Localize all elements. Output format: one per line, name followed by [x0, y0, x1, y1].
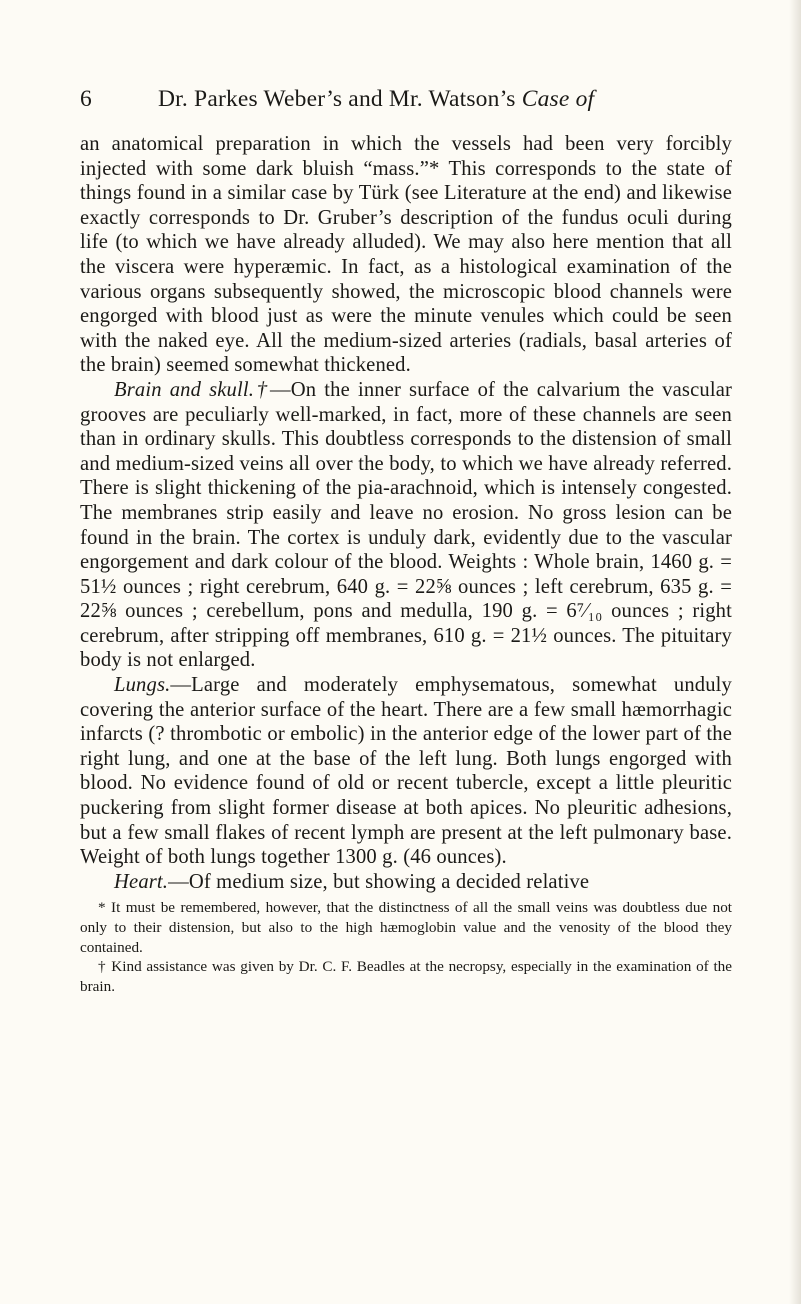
running-title-text: Dr. Parkes Weber’s and Mr. Watson’s [158, 86, 516, 112]
paragraph-lungs [80, 673, 732, 870]
book-page [80, 86, 732, 996]
footnote-text: Kind assistance was given by Dr. C. F. Beadles at the necropsy, especially in the examination of the brain. [80, 958, 733, 995]
paragraph-brain-and-skull [80, 378, 732, 673]
footnote-text: It must be remembered, however, that the distinctness of all the small veins was doubtless due not only to their distension, but also to the high hæmoglobin value and the venosity of the blood they contained. [80, 899, 733, 956]
running-head [80, 86, 732, 120]
page-number: 6 [80, 86, 92, 112]
footnote-mark: † [98, 958, 107, 976]
section-heading-brain: Brain and skull.† [114, 378, 271, 401]
footnote-dagger [80, 957, 732, 996]
paragraph-text: —On the inner surface of the calvarium the vascular grooves are peculiarly well-marked, in fact, more of these channels are seen than in ordinary skulls. This doubtless corresponds to the distension of small and medium-sized veins all over the body, to which we have already referred. There is slight thickening of the pia-arachnoid, which is intensely congested. The membranes strip easily and leave no erosion. No gross lesion can be found in the brain. The cortex is unduly dark, evidently due to the vascular engorgement and dark colour of the blood. Weights : Whole brain, 1460 g. = 51½ ounces ; right cerebrum, 640 g. = 22⅝ ounces ; left cerebrum, 635 g. = 22⅝ ounces ; cerebellum, pons and medulla, 190 g. = 6⁷⁄₁₀ ounces ; right cerebrum, after stripping off membranes, 610 g. = 21½ ounces. The pituitary body is not enlarged. [80, 378, 732, 672]
paragraph-vessels [80, 132, 732, 378]
paragraph-text: —Of medium size, but showing a decided relative [168, 870, 590, 893]
paragraph-heart [80, 870, 732, 895]
paragraph-text: an anatomical preparation in which the vessels had been very forcibly injected with some dark bluish “mass.”* This corresponds to the state of things found in a similar case by Türk (see Literature at the end) and likewise exactly corresponds to Dr. Gruber’s description of the fundus oculi during life (to which we have already alluded). We may also here mention that all the viscera were hyperæmic. In fact, as a histological examination of the various organs subsequently showed, the microscopic blood channels were engorged with blood just as were the minute venules which could be seen with the naked eye. All the medium-sized arteries (radials, basal arteries of the brain) seemed somewhat thickened. [80, 133, 732, 377]
running-title-italic: Case of [521, 86, 595, 112]
footnote-asterisk [80, 898, 732, 957]
footnote-mark: * [98, 899, 106, 917]
section-heading-heart: Heart. [114, 870, 169, 893]
page-edge-shadow [789, 0, 801, 1304]
running-title [158, 86, 594, 113]
paragraph-text: —Large and moderately emphysematous, somewhat unduly covering the anterior surface of the heart. There are a few small hæmorrhagic infarcts (? thrombotic or embolic) in the anterior edge of the lower part of the right lung, and one at the base of the left lung. Both lungs engorged with blood. No evidence found of old or recent tubercle, except a little pleuritic puckering from slight former disease at both apices. No pleuritic adhesions, but a few small flakes of recent lymph are present at the left pulmonary base. Weight of both lungs together 1300 g. (46 ounces). [80, 674, 732, 869]
section-heading-lungs: Lungs. [114, 674, 171, 697]
footnotes [80, 898, 732, 996]
body-text [80, 132, 732, 894]
